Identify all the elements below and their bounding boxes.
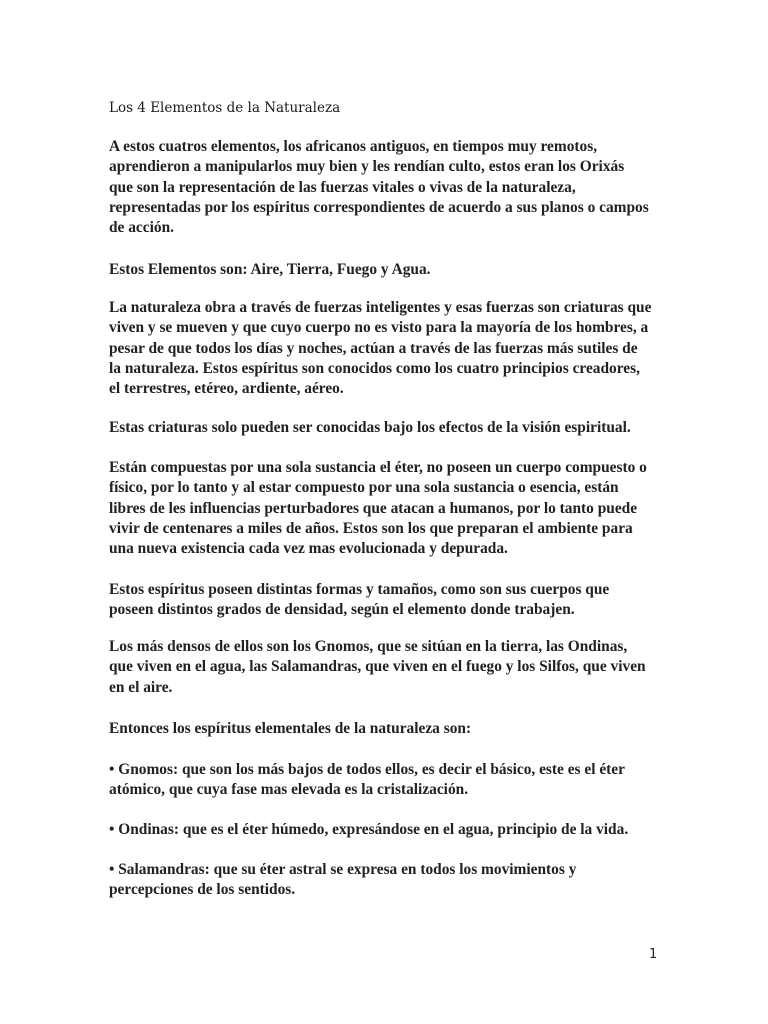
text-line: que viven en el agua, las Salamandras, que viven en el fuego y los Silfos, que viven — [109, 658, 646, 676]
paragraph-3 — [109, 298, 669, 399]
text-line: poseen distintos grados de densidad, según el elemento donde trabajen. — [109, 601, 575, 619]
page-number: 1 — [649, 947, 658, 962]
paragraph-5 — [109, 458, 669, 559]
bullet-gnomos — [109, 760, 669, 801]
paragraph-1 — [109, 137, 669, 238]
text-line: atómico, que cuya fase mas elevada es la cristalización. — [109, 781, 469, 799]
text-line: • Ondinas: que es el éter húmedo, expresándose en el agua, principio de la vida. — [109, 821, 629, 838]
text-line: Los más densos de ellos son los Gnomos, que se sitúan en la tierra, las Ondinas, — [109, 638, 628, 655]
text-line: Estos espíritus poseen distintas formas y tamaños, como son sus cuerpos que — [109, 581, 610, 598]
text-line: Entonces los espíritus elementales de la naturaleza son: — [109, 720, 472, 737]
text-line: que son la representación de las fuerzas vitales o vivas de la naturaleza, — [109, 178, 576, 196]
paragraph-7 — [109, 637, 669, 698]
text-line: una nueva existencia cada vez mas evolucionada y depurada. — [109, 540, 508, 558]
text-line: • Gnomos: que son los más bajos de todos ellos, es decir el básico, este es el éter — [109, 761, 625, 778]
text-line: en el aire. — [109, 678, 173, 696]
text-line: • Salamandras: que su éter astral se expresa en todos los movimientos y — [109, 861, 577, 878]
text-line: la naturaleza. Estos espíritus son conocidos como los cuatro principios creadores, — [109, 359, 640, 377]
bullet-salamandras — [109, 860, 669, 901]
text-line: A estos cuatros elementos, los africanos antiguos, en tiempos muy remotos, — [109, 138, 598, 155]
paragraph-6 — [109, 580, 669, 621]
text-line: La naturaleza obra a través de fuerzas inteligentes y esas fuerzas son criaturas que — [109, 299, 652, 316]
text-line: pesar de que todos los días y noches, actúan a través de las fuerzas más sutiles de — [109, 339, 638, 357]
text-line: aprendieron a manipularlos muy bien y les rendían culto, estos eran los Orixás — [109, 158, 625, 176]
text-line: de acción. — [109, 219, 174, 237]
text-line: Estos Elementos son: Aire, Tierra, Fuego y Agua. — [109, 261, 431, 278]
paragraph-8 — [109, 719, 669, 739]
bullet-ondinas — [109, 820, 669, 840]
text-line: viven y se mueven y que cuyo cuerpo no es visto para la mayoría de los hombres, a — [109, 319, 649, 337]
text-line: vivir de centenares a miles de años. Estos son los que preparan el ambiente para — [109, 519, 633, 537]
text-line: físico, por lo tanto y al estar compuesto por una sola sustancia o esencia, están — [109, 479, 619, 497]
text-line: el terrestres, etéreo, ardiente, aéreo. — [109, 380, 344, 398]
paragraph-4 — [109, 418, 669, 438]
document-title: Los 4 Elementos de la Naturaleza — [109, 100, 341, 116]
paragraph-2 — [109, 260, 669, 280]
text-line: Están compuestas por una sola sustancia el éter, no poseen un cuerpo compuesto o — [109, 459, 647, 476]
text-line: representadas por los espíritus correspondientes de acuerdo a sus planos o campos — [109, 198, 649, 216]
text-line: libres de les influencias perturbadores que atacan a humanos, por lo tanto puede — [109, 499, 638, 517]
text-line: percepciones de los sentidos. — [109, 881, 296, 899]
text-line: Estas criaturas solo pueden ser conocidas bajo los efectos de la visión espiritual. — [109, 419, 631, 436]
